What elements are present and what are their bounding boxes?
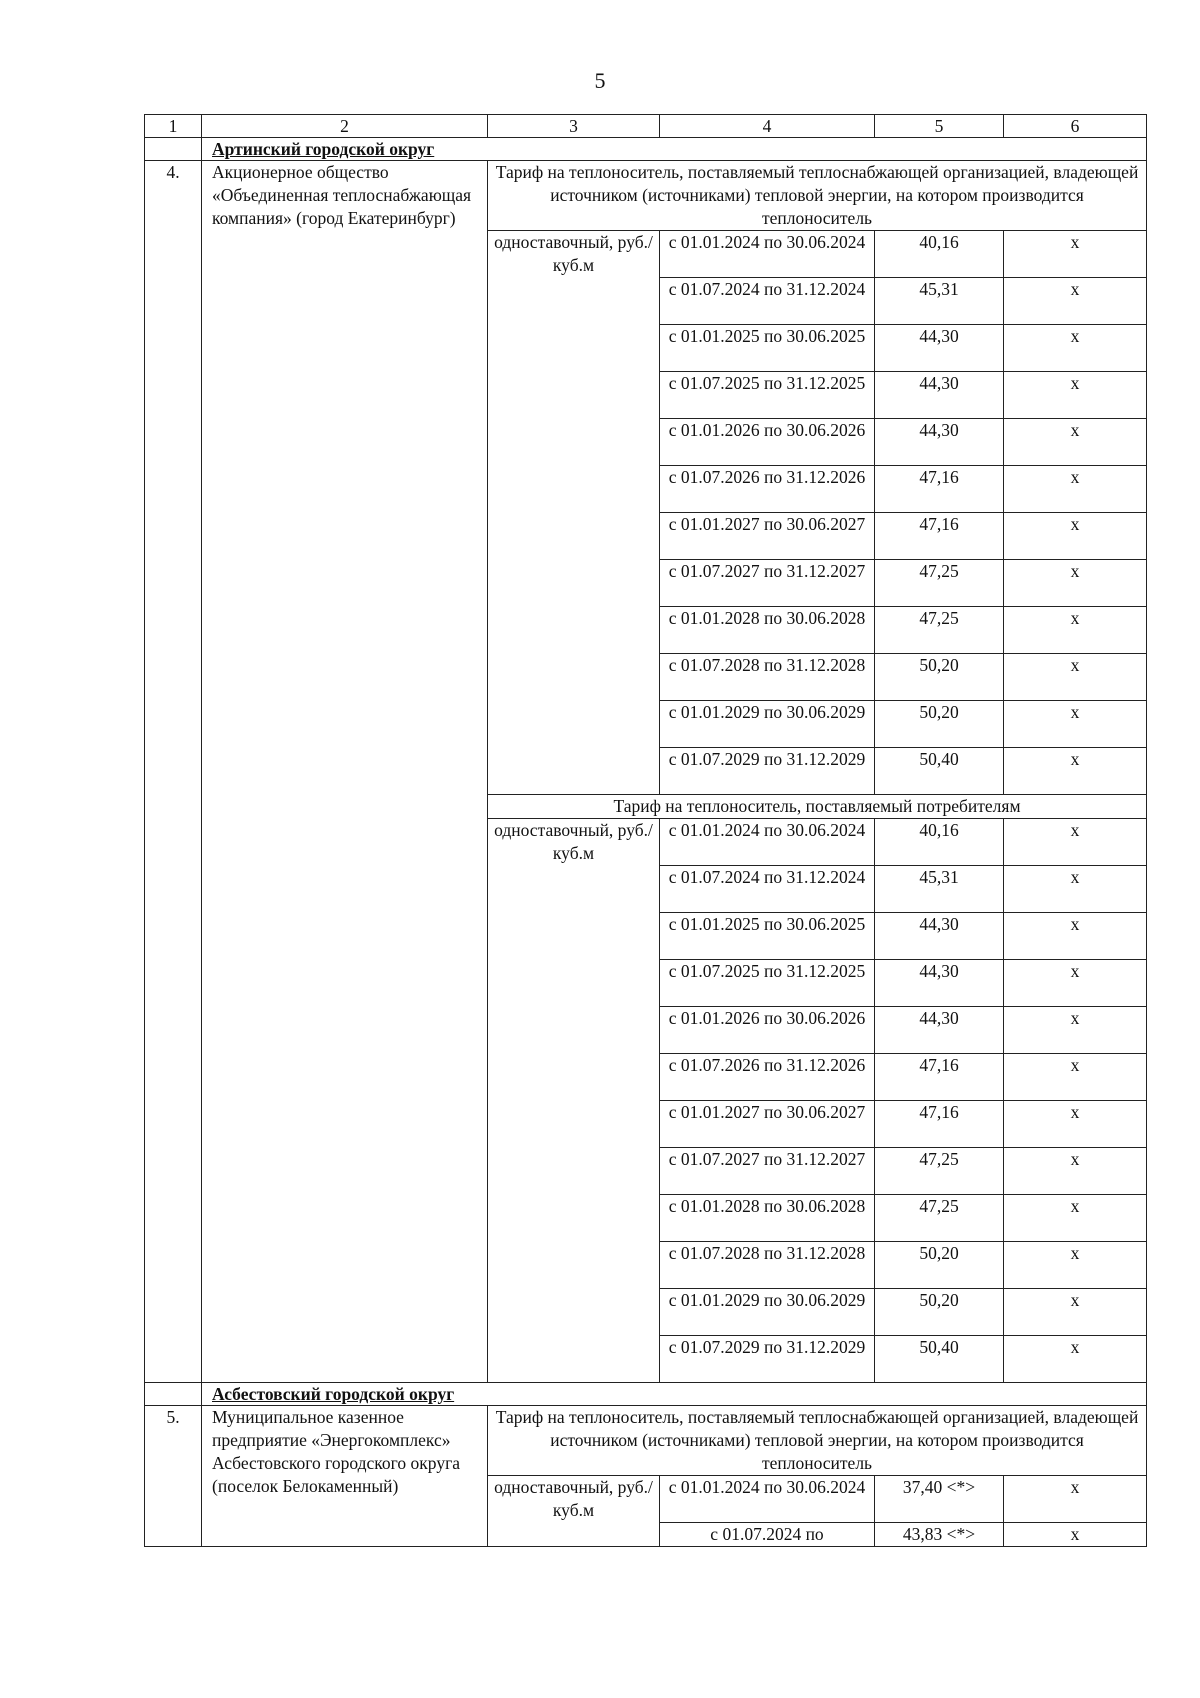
entry-number: 5. <box>145 1406 202 1547</box>
period-cell: с 01.07.2026 по 31.12.2026 <box>660 1054 875 1101</box>
value-cell: 44,30 <box>875 419 1004 466</box>
tariff-table <box>144 114 1147 1547</box>
value-cell: 50,20 <box>875 654 1004 701</box>
period-cell: с 01.07.2024 по 31.12.2024 <box>660 278 875 325</box>
col6-cell: х <box>1004 819 1147 866</box>
value-cell: 47,16 <box>875 1101 1004 1148</box>
col6-cell: х <box>1004 1336 1147 1383</box>
region-name: Артинский городской округ <box>202 138 1147 161</box>
col6-cell: х <box>1004 913 1147 960</box>
value-cell: 47,25 <box>875 1195 1004 1242</box>
value-cell: 47,25 <box>875 1148 1004 1195</box>
period-cell: с 01.01.2026 по 30.06.2026 <box>660 1007 875 1054</box>
tariff-title: Тариф на теплоноситель, поставляемый теплоснабжающей организацией, владеющей источником (источниками) тепловой энергии, на котором производится теплоноситель <box>488 1406 1147 1476</box>
col6-cell: х <box>1004 278 1147 325</box>
col6-cell: х <box>1004 1007 1147 1054</box>
value-cell: 37,40 <*> <box>875 1476 1004 1523</box>
period-cell: с 01.07.2025 по 31.12.2025 <box>660 372 875 419</box>
col6-cell: х <box>1004 1195 1147 1242</box>
period-cell: с 01.07.2026 по 31.12.2026 <box>660 466 875 513</box>
value-cell: 47,16 <box>875 513 1004 560</box>
period-cell: с 01.07.2027 по 31.12.2027 <box>660 560 875 607</box>
col6-cell: х <box>1004 466 1147 513</box>
period-cell: с 01.01.2028 по 30.06.2028 <box>660 607 875 654</box>
col6-cell: х <box>1004 325 1147 372</box>
period-cell: с 01.01.2028 по 30.06.2028 <box>660 1195 875 1242</box>
value-cell: 50,40 <box>875 748 1004 795</box>
region-empty-cell <box>145 138 202 161</box>
unit-type: одноставочный, руб./куб.м <box>488 1476 660 1547</box>
value-cell: 44,30 <box>875 325 1004 372</box>
col6-cell: х <box>1004 513 1147 560</box>
value-cell: 50,20 <box>875 1289 1004 1336</box>
period-cell: с 01.07.2029 по 31.12.2029 <box>660 748 875 795</box>
value-cell: 44,30 <box>875 1007 1004 1054</box>
value-cell: 45,31 <box>875 278 1004 325</box>
tariff-title-row <box>145 1406 1147 1476</box>
col6-cell: х <box>1004 654 1147 701</box>
col6-cell: х <box>1004 1523 1147 1547</box>
period-cell: с 01.01.2024 по 30.06.2024 <box>660 1476 875 1523</box>
value-cell: 45,31 <box>875 866 1004 913</box>
col6-cell: х <box>1004 866 1147 913</box>
value-cell: 40,16 <box>875 819 1004 866</box>
period-cell: с 01.01.2029 по 30.06.2029 <box>660 1289 875 1336</box>
col6-cell: х <box>1004 1289 1147 1336</box>
period-cell: с 01.01.2024 по 30.06.2024 <box>660 231 875 278</box>
value-cell: 47,16 <box>875 466 1004 513</box>
period-cell: с 01.01.2026 по 30.06.2026 <box>660 419 875 466</box>
value-cell: 44,30 <box>875 913 1004 960</box>
value-cell: 44,30 <box>875 960 1004 1007</box>
column-number: 3 <box>488 115 660 138</box>
region-row <box>145 1383 1147 1406</box>
value-cell: 50,40 <box>875 1336 1004 1383</box>
region-name: Асбестовский городской округ <box>202 1383 1147 1406</box>
col6-cell: х <box>1004 560 1147 607</box>
period-cell: с 01.01.2024 по 30.06.2024 <box>660 819 875 866</box>
column-number: 6 <box>1004 115 1147 138</box>
col6-cell: х <box>1004 607 1147 654</box>
column-number: 4 <box>660 115 875 138</box>
col6-cell: х <box>1004 372 1147 419</box>
column-number-row <box>145 115 1147 138</box>
value-cell: 43,83 <*> <box>875 1523 1004 1547</box>
value-cell: 50,20 <box>875 701 1004 748</box>
period-cell: с 01.07.2024 по <box>660 1523 875 1547</box>
period-cell: с 01.01.2027 по 30.06.2027 <box>660 1101 875 1148</box>
value-cell: 44,30 <box>875 372 1004 419</box>
col6-cell: х <box>1004 748 1147 795</box>
value-cell: 47,16 <box>875 1054 1004 1101</box>
page-number: 5 <box>594 68 606 93</box>
col6-cell: х <box>1004 1148 1147 1195</box>
unit-type: одноставочный, руб./куб.м <box>488 819 660 1383</box>
period-cell: с 01.01.2027 по 30.06.2027 <box>660 513 875 560</box>
region-empty-cell <box>145 1383 202 1406</box>
col6-cell: х <box>1004 231 1147 278</box>
col6-cell: х <box>1004 1242 1147 1289</box>
organization-name: Муниципальное казенное предприятие «Энергокомплекс» Асбестовского городского округа (поселок Белокаменный) <box>202 1406 488 1547</box>
value-cell: 50,20 <box>875 1242 1004 1289</box>
tariff-title-row <box>145 161 1147 231</box>
period-cell: с 01.07.2027 по 31.12.2027 <box>660 1148 875 1195</box>
entry-number: 4. <box>145 161 202 1383</box>
col6-cell: х <box>1004 1054 1147 1101</box>
column-number: 5 <box>875 115 1004 138</box>
period-cell: с 01.07.2024 по 31.12.2024 <box>660 866 875 913</box>
region-row <box>145 138 1147 161</box>
period-cell: с 01.07.2028 по 31.12.2028 <box>660 654 875 701</box>
col6-cell: х <box>1004 419 1147 466</box>
tariff-title: Тариф на теплоноситель, поставляемый потребителям <box>488 795 1147 819</box>
tariff-title: Тариф на теплоноситель, поставляемый теплоснабжающей организацией, владеющей источником (источниками) тепловой энергии, на котором производится теплоноситель <box>488 161 1147 231</box>
value-cell: 47,25 <box>875 560 1004 607</box>
period-cell: с 01.07.2028 по 31.12.2028 <box>660 1242 875 1289</box>
period-cell: с 01.01.2025 по 30.06.2025 <box>660 913 875 960</box>
col6-cell: х <box>1004 701 1147 748</box>
col6-cell: х <box>1004 1101 1147 1148</box>
col6-cell: х <box>1004 1476 1147 1523</box>
unit-type: одноставочный, руб./куб.м <box>488 231 660 795</box>
period-cell: с 01.01.2025 по 30.06.2025 <box>660 325 875 372</box>
period-cell: с 01.07.2029 по 31.12.2029 <box>660 1336 875 1383</box>
period-cell: с 01.07.2025 по 31.12.2025 <box>660 960 875 1007</box>
organization-name: Акционерное общество «Объединенная теплоснабжающая компания» (город Екатеринбург) <box>202 161 488 1383</box>
value-cell: 40,16 <box>875 231 1004 278</box>
value-cell: 47,25 <box>875 607 1004 654</box>
period-cell: с 01.01.2029 по 30.06.2029 <box>660 701 875 748</box>
col6-cell: х <box>1004 960 1147 1007</box>
column-number: 1 <box>145 115 202 138</box>
column-number: 2 <box>202 115 488 138</box>
